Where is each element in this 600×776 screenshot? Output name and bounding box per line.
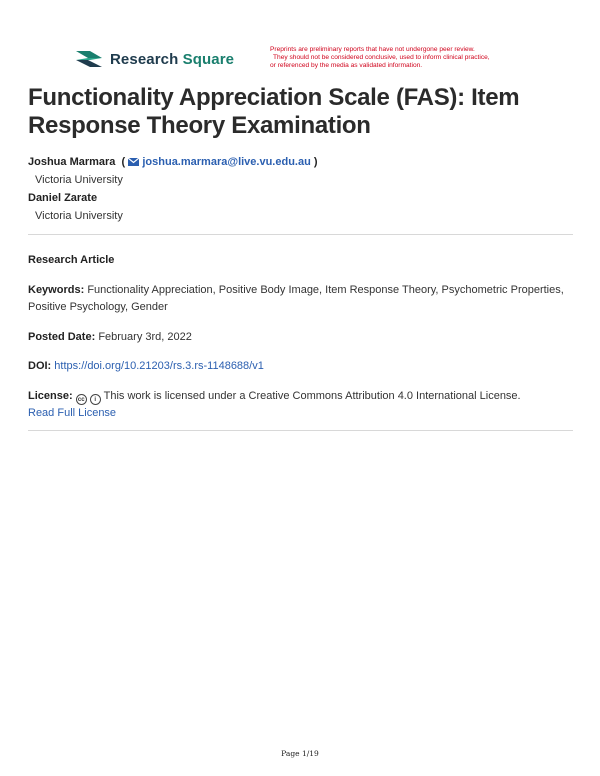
keywords-value: Functionality Appreciation, Positive Body Image, Item Response Theory, Psychometric Properties, Positive Psychology, Gender bbox=[28, 284, 564, 313]
preprint-notice bbox=[270, 46, 544, 70]
doi-label: DOI: bbox=[28, 360, 52, 372]
author-affiliation: Victoria University bbox=[35, 210, 123, 222]
notice-line: Preprints are preliminary reports that have not undergone peer review. bbox=[270, 46, 475, 53]
header bbox=[74, 46, 544, 76]
posted-date-label: Posted Date: bbox=[28, 331, 96, 343]
by-icon: i bbox=[90, 394, 101, 405]
research-square-logo[interactable] bbox=[74, 49, 234, 69]
divider bbox=[28, 430, 573, 431]
keywords bbox=[28, 282, 568, 316]
read-full-license-link[interactable]: Read Full License bbox=[28, 407, 117, 419]
author-name: Daniel Zarate bbox=[28, 192, 98, 204]
posted-date bbox=[28, 329, 568, 346]
notice-line: They should not be considered conclusive, used to inform clinical practice, bbox=[273, 54, 490, 61]
divider bbox=[28, 234, 573, 235]
author-email-link[interactable]: joshua.marmara@live.vu.edu.au bbox=[142, 156, 311, 168]
license-text: This work is licensed under a Creative Commons Attribution 4.0 International License. bbox=[103, 390, 521, 402]
license bbox=[28, 388, 568, 422]
author-line: Joshua Marmara ( joshua.marmara@live.vu.edu.au ) bbox=[28, 156, 318, 168]
article-type-label: Research Article bbox=[28, 254, 115, 266]
page-number: Page 1/19 bbox=[281, 749, 319, 758]
posted-date-value: February 3rd, 2022 bbox=[98, 331, 192, 343]
research-square-logo-icon bbox=[74, 49, 104, 69]
keywords-label: Keywords: bbox=[28, 284, 85, 296]
logo-text: Research Square bbox=[110, 50, 235, 68]
notice-line: or referenced by the media as validated information. bbox=[270, 62, 423, 69]
authors bbox=[28, 153, 568, 225]
license-label: License: bbox=[28, 390, 73, 402]
doi-link[interactable]: https://doi.org/10.21203/rs.3.rs-1148688/v1 bbox=[54, 360, 264, 372]
cc-icon: cc bbox=[76, 394, 87, 405]
author-name: Joshua Marmara bbox=[28, 156, 116, 168]
article-type bbox=[28, 252, 568, 269]
page-title: Functionality Appreciation Scale (FAS): Item Response Theory Examination bbox=[28, 84, 520, 139]
envelope-icon bbox=[128, 158, 139, 166]
doi bbox=[28, 358, 568, 375]
author-affiliation: Victoria University bbox=[35, 174, 123, 186]
